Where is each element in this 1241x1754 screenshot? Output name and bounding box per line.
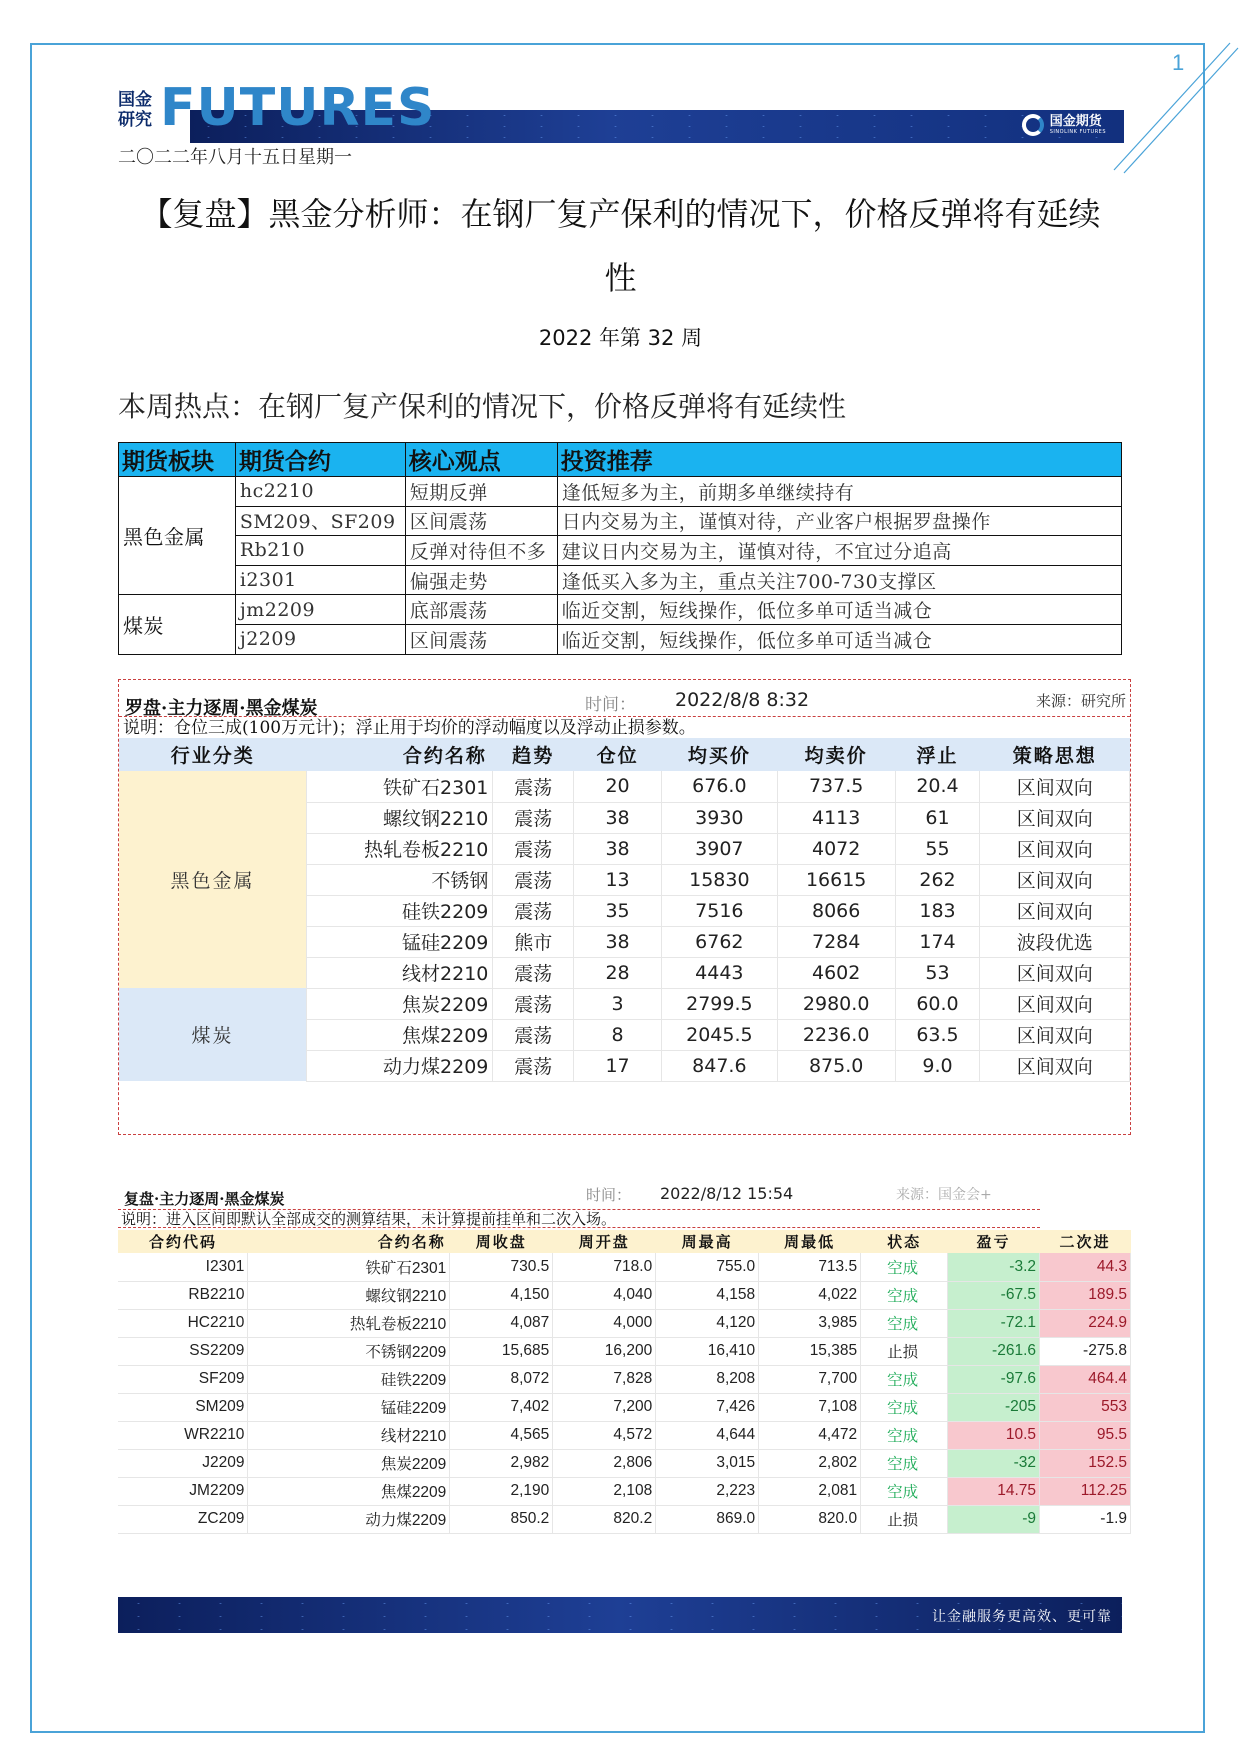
compass-sector-cell: 煤炭 <box>119 988 306 1081</box>
review-close-cell: 15,685 <box>450 1337 553 1365</box>
review-pnl-cell: 14.75 <box>948 1477 1040 1505</box>
review-pnl-cell: -261.6 <box>948 1337 1040 1365</box>
summary-row <box>119 595 1122 625</box>
review-low-cell: 7,700 <box>759 1365 861 1393</box>
brand-research-label <box>118 90 160 130</box>
review-low-cell: 820.0 <box>759 1505 861 1533</box>
compass-name-cell: 不锈钢 <box>306 864 493 895</box>
compass-float-stop-cell: 183 <box>895 895 980 926</box>
document-title-line2: 性 <box>604 259 637 297</box>
compass-row <box>119 771 1130 802</box>
review-row <box>118 1393 1131 1421</box>
review-low-cell: 4,472 <box>759 1421 861 1449</box>
company-logo <box>1022 114 1106 136</box>
review-header-low: 周最低 <box>759 1230 861 1253</box>
review-high-cell: 16,410 <box>656 1337 759 1365</box>
summary-recommendation-cell: 临近交割，短线操作，低位多单可适当减仓 <box>557 624 1121 654</box>
compass-name-cell: 焦煤2209 <box>306 1019 493 1050</box>
compass-avg-sell-cell: 2980.0 <box>777 988 895 1019</box>
review-pnl-cell: -72.1 <box>948 1309 1040 1337</box>
summary-table <box>118 442 1122 655</box>
review-source: 来源：国金会+ <box>896 1187 992 1203</box>
compass-header-strategy: 策略思想 <box>980 738 1130 771</box>
compass-avg-sell-cell: 4602 <box>777 957 895 988</box>
summary-row <box>119 536 1122 566</box>
review-high-cell: 4,158 <box>656 1281 759 1309</box>
compass-strategy-cell: 区间双向 <box>980 864 1130 895</box>
review-row <box>118 1309 1131 1337</box>
review-status-cell: 空成 <box>861 1421 948 1449</box>
review-header-high: 周最高 <box>656 1230 759 1253</box>
compass-avg-buy-cell: 3907 <box>661 833 777 864</box>
compass-float-stop-cell: 61 <box>895 802 980 833</box>
compass-strategy-cell: 区间双向 <box>980 1019 1130 1050</box>
review-low-cell: 7,108 <box>759 1393 861 1421</box>
compass-name-cell: 螺纹钢2210 <box>306 802 493 833</box>
compass-trend-cell: 震荡 <box>493 1019 574 1050</box>
review-status-cell: 空成 <box>861 1309 948 1337</box>
review-status-cell: 空成 <box>861 1281 948 1309</box>
review-code-cell: JM2209 <box>118 1477 248 1505</box>
compass-position-cell: 35 <box>574 895 662 926</box>
review-header-pnl: 盈亏 <box>948 1230 1040 1253</box>
compass-table-header <box>119 738 1130 771</box>
brand-cn-line2: 研究 <box>118 110 152 130</box>
compass-avg-sell-cell: 4072 <box>777 833 895 864</box>
compass-strategy-cell: 区间双向 <box>980 833 1130 864</box>
review-note: 说明：进入区间即默认全部成交的测算结果，未计算提前挂单和二次入场。 <box>118 1209 1040 1228</box>
review-high-cell: 869.0 <box>656 1505 759 1533</box>
review-second-entry-cell: 464.4 <box>1040 1365 1131 1393</box>
summary-header-view: 核心观点 <box>405 443 557 477</box>
summary-sector-cell: 黑色金属 <box>119 477 236 595</box>
review-row <box>118 1281 1131 1309</box>
compass-row <box>119 988 1130 1019</box>
summary-recommendation-cell: 逢低短多为主，前期多单继续持有 <box>557 477 1121 507</box>
summary-view-cell: 反弹对待但不多 <box>405 536 557 566</box>
company-logo-subtext: SINOLINK FUTURES <box>1049 129 1106 135</box>
review-name-cell: 焦炭2209 <box>248 1449 450 1477</box>
compass-note: 说明：仓位三成(100万元计)；浮止用于均价的浮动幅度以及浮动止损参数。 <box>119 716 1130 738</box>
review-header-code: 合约代码 <box>118 1230 248 1253</box>
review-status-cell: 空成 <box>861 1365 948 1393</box>
compass-avg-buy-cell: 7516 <box>661 895 777 926</box>
summary-table-header <box>119 443 1122 477</box>
summary-recommendation-cell: 建议日内交易为主，谨慎对待，不宜过分追高 <box>557 536 1121 566</box>
review-pnl-cell: -97.6 <box>948 1365 1040 1393</box>
brand-futures-wordmark: FUTURES <box>160 78 436 138</box>
compass-table <box>119 738 1130 1082</box>
review-close-cell: 730.5 <box>450 1253 553 1281</box>
review-status-cell: 空成 <box>861 1477 948 1505</box>
compass-position-cell: 38 <box>574 926 662 957</box>
compass-avg-buy-cell: 6762 <box>661 926 777 957</box>
review-pnl-cell: -9 <box>948 1505 1040 1533</box>
review-close-cell: 2,190 <box>450 1477 553 1505</box>
compass-name-cell: 铁矿石2301 <box>306 771 493 802</box>
review-close-cell: 850.2 <box>450 1505 553 1533</box>
summary-header-sector: 期货板块 <box>119 443 236 477</box>
summary-recommendation-cell: 临近交割，短线操作，低位多单可适当减仓 <box>557 595 1121 625</box>
review-high-cell: 8,208 <box>656 1365 759 1393</box>
compass-trend-cell: 震荡 <box>493 771 574 802</box>
summary-sector-cell: 煤炭 <box>119 595 236 654</box>
review-code-cell: I2301 <box>118 1253 248 1281</box>
review-name-cell: 线材2210 <box>248 1421 450 1449</box>
compass-trend-cell: 震荡 <box>493 802 574 833</box>
review-open-cell: 2,806 <box>553 1449 656 1477</box>
review-second-entry-cell: 95.5 <box>1040 1421 1131 1449</box>
compass-name-cell: 线材2210 <box>306 957 493 988</box>
review-status-cell: 空成 <box>861 1253 948 1281</box>
review-code-cell: ZC209 <box>118 1505 248 1533</box>
review-name-cell: 热轧卷板2210 <box>248 1309 450 1337</box>
compass-header-name: 合约名称 <box>306 738 493 771</box>
compass-float-stop-cell: 9.0 <box>895 1050 980 1081</box>
review-code-cell: RB2210 <box>118 1281 248 1309</box>
review-name-cell: 焦煤2209 <box>248 1477 450 1505</box>
review-open-cell: 4,000 <box>553 1309 656 1337</box>
compass-position-cell: 28 <box>574 957 662 988</box>
review-pnl-cell: -205 <box>948 1393 1040 1421</box>
review-code-cell: SM209 <box>118 1393 248 1421</box>
footer-slogan: 让金融服务更高效、更可靠 <box>932 1609 1112 1625</box>
compass-avg-buy-cell: 847.6 <box>661 1050 777 1081</box>
summary-contract-cell: j2209 <box>235 624 405 654</box>
compass-avg-sell-cell: 7284 <box>777 926 895 957</box>
compass-float-stop-cell: 174 <box>895 926 980 957</box>
compass-table-panel <box>118 679 1131 1135</box>
compass-trend-cell: 震荡 <box>493 833 574 864</box>
review-table-header <box>118 1230 1131 1253</box>
review-pnl-cell: 10.5 <box>948 1421 1040 1449</box>
review-code-cell: HC2210 <box>118 1309 248 1337</box>
review-close-cell: 4,150 <box>450 1281 553 1309</box>
review-status-cell: 空成 <box>861 1449 948 1477</box>
corner-decoration-lines <box>1110 40 1241 175</box>
review-row <box>118 1505 1131 1533</box>
review-open-cell: 16,200 <box>553 1337 656 1365</box>
compass-name-cell: 硅铁2209 <box>306 895 493 926</box>
compass-header-sector: 行业分类 <box>119 738 306 771</box>
compass-float-stop-cell: 20.4 <box>895 771 980 802</box>
report-date: 二〇二二年八月十五日星期一 <box>118 147 352 168</box>
compass-avg-buy-cell: 3930 <box>661 802 777 833</box>
compass-trend-cell: 熊市 <box>493 926 574 957</box>
review-name-cell: 锰硅2209 <box>248 1393 450 1421</box>
summary-row <box>119 506 1122 536</box>
compass-avg-sell-cell: 2236.0 <box>777 1019 895 1050</box>
review-pnl-cell: -67.5 <box>948 1281 1040 1309</box>
review-row <box>118 1337 1131 1365</box>
review-close-cell: 4,087 <box>450 1309 553 1337</box>
compass-float-stop-cell: 55 <box>895 833 980 864</box>
review-row <box>118 1365 1131 1393</box>
review-status-cell: 空成 <box>861 1393 948 1421</box>
page-number: 1 <box>1172 50 1185 75</box>
compass-strategy-cell: 区间双向 <box>980 771 1130 802</box>
compass-strategy-cell: 波段优选 <box>980 926 1130 957</box>
summary-row <box>119 624 1122 654</box>
review-close-cell: 7,402 <box>450 1393 553 1421</box>
review-table-panel <box>118 1177 1131 1562</box>
review-code-cell: WR2210 <box>118 1421 248 1449</box>
compass-source: 来源：研究所 <box>1035 692 1126 710</box>
review-row <box>118 1477 1131 1505</box>
compass-avg-sell-cell: 737.5 <box>777 771 895 802</box>
summary-contract-cell: jm2209 <box>235 595 405 625</box>
compass-header-float-stop: 浮止 <box>895 738 980 771</box>
compass-avg-buy-cell: 2799.5 <box>661 988 777 1019</box>
review-close-cell: 4,565 <box>450 1421 553 1449</box>
compass-strategy-cell: 区间双向 <box>980 957 1130 988</box>
review-pnl-cell: -32 <box>948 1449 1040 1477</box>
compass-name-cell: 动力煤2209 <box>306 1050 493 1081</box>
compass-avg-sell-cell: 8066 <box>777 895 895 926</box>
review-second-entry-cell: 152.5 <box>1040 1449 1131 1477</box>
summary-contract-cell: hc2210 <box>235 477 405 507</box>
summary-view-cell: 底部震荡 <box>405 595 557 625</box>
review-low-cell: 2,802 <box>759 1449 861 1477</box>
compass-strategy-cell: 区间双向 <box>980 1050 1130 1081</box>
compass-position-cell: 17 <box>574 1050 662 1081</box>
compass-header-trend: 趋势 <box>493 738 574 771</box>
review-low-cell: 2,081 <box>759 1477 861 1505</box>
summary-header-contract: 期货合约 <box>235 443 405 477</box>
compass-time-label: 时间： <box>585 695 636 715</box>
review-second-entry-cell: 224.9 <box>1040 1309 1131 1337</box>
company-logo-text: 国金期货 <box>1049 114 1102 129</box>
compass-name-cell: 锰硅2209 <box>306 926 493 957</box>
review-open-cell: 2,108 <box>553 1477 656 1505</box>
compass-position-cell: 38 <box>574 833 662 864</box>
review-open-cell: 7,828 <box>553 1365 656 1393</box>
compass-avg-sell-cell: 4113 <box>777 802 895 833</box>
compass-avg-buy-cell: 676.0 <box>661 771 777 802</box>
review-second-entry-cell: 44.3 <box>1040 1253 1131 1281</box>
review-high-cell: 755.0 <box>656 1253 759 1281</box>
compass-trend-cell: 震荡 <box>493 864 574 895</box>
summary-view-cell: 偏强走势 <box>405 565 557 595</box>
compass-trend-cell: 震荡 <box>493 988 574 1019</box>
review-high-cell: 3,015 <box>656 1449 759 1477</box>
review-open-cell: 820.2 <box>553 1505 656 1533</box>
summary-contract-cell: i2301 <box>235 565 405 595</box>
document-title <box>110 182 1131 310</box>
review-status-cell: 止损 <box>861 1505 948 1533</box>
compass-avg-buy-cell: 4443 <box>661 957 777 988</box>
review-second-entry-cell: -1.9 <box>1040 1505 1131 1533</box>
review-second-entry-cell: 112.25 <box>1040 1477 1131 1505</box>
compass-float-stop-cell: 262 <box>895 864 980 895</box>
compass-avg-buy-cell: 15830 <box>661 864 777 895</box>
review-code-cell: SF209 <box>118 1365 248 1393</box>
week-label: 2022 年第 32 周 <box>538 326 703 350</box>
summary-header-recommendation: 投资推荐 <box>557 443 1121 477</box>
compass-table-title: 罗盘·主力逐周·黑金煤炭 <box>125 698 318 719</box>
compass-strategy-cell: 区间双向 <box>980 988 1130 1019</box>
review-second-entry-cell: -275.8 <box>1040 1337 1131 1365</box>
review-high-cell: 4,644 <box>656 1421 759 1449</box>
summary-contract-cell: Rb210 <box>235 536 405 566</box>
compass-name-cell: 焦炭2209 <box>306 988 493 1019</box>
review-header-second-entry: 二次进 <box>1040 1230 1131 1253</box>
review-time: 2022/8/12 15:54 <box>660 1184 794 1203</box>
review-header-close: 周收盘 <box>450 1230 553 1253</box>
summary-recommendation-cell: 逢低买入多为主，重点关注700-730支撑区 <box>557 565 1121 595</box>
compass-trend-cell: 震荡 <box>493 1050 574 1081</box>
summary-row <box>119 477 1122 507</box>
summary-row <box>119 565 1122 595</box>
compass-name-cell: 热轧卷板2210 <box>306 833 493 864</box>
review-name-cell: 螺纹钢2210 <box>248 1281 450 1309</box>
compass-trend-cell: 震荡 <box>493 957 574 988</box>
summary-recommendation-cell: 日内交易为主，谨慎对待，产业客户根据罗盘操作 <box>557 506 1121 536</box>
document-title-line1: 【复盘】黑金分析师：在钢厂复产保利的情况下，价格反弹将有延续 <box>140 195 1101 233</box>
review-code-cell: J2209 <box>118 1449 248 1477</box>
compass-position-cell: 3 <box>574 988 662 1019</box>
company-logo-icon <box>1022 114 1044 136</box>
compass-header-avg-sell: 均卖价 <box>777 738 895 771</box>
review-code-cell: SS2209 <box>118 1337 248 1365</box>
review-open-cell: 7,200 <box>553 1393 656 1421</box>
footer-banner <box>118 1597 1122 1633</box>
compass-table-header-bar <box>119 680 1130 719</box>
review-header-status: 状态 <box>861 1230 948 1253</box>
brand-cn-line1: 国金 <box>118 90 152 110</box>
review-row <box>118 1449 1131 1477</box>
review-header-name: 合约名称 <box>248 1230 450 1253</box>
compass-strategy-cell: 区间双向 <box>980 895 1130 926</box>
review-high-cell: 2,223 <box>656 1477 759 1505</box>
compass-float-stop-cell: 60.0 <box>895 988 980 1019</box>
summary-view-cell: 区间震荡 <box>405 624 557 654</box>
review-name-cell: 铁矿石2301 <box>248 1253 450 1281</box>
compass-strategy-cell: 区间双向 <box>980 802 1130 833</box>
compass-sector-cell: 黑色金属 <box>119 771 306 988</box>
review-table <box>118 1230 1131 1534</box>
review-high-cell: 7,426 <box>656 1393 759 1421</box>
compass-float-stop-cell: 53 <box>895 957 980 988</box>
weekly-hotspot: 本周热点：在钢厂复产保利的情况下，价格反弹将有延续性 <box>118 390 847 423</box>
compass-position-cell: 20 <box>574 771 662 802</box>
review-low-cell: 4,022 <box>759 1281 861 1309</box>
review-close-cell: 8,072 <box>450 1365 553 1393</box>
review-low-cell: 3,985 <box>759 1309 861 1337</box>
compass-time: 2022/8/8 8:32 <box>675 689 810 711</box>
compass-position-cell: 38 <box>574 802 662 833</box>
review-header-open: 周开盘 <box>553 1230 656 1253</box>
summary-view-cell: 短期反弹 <box>405 477 557 507</box>
review-high-cell: 4,120 <box>656 1309 759 1337</box>
review-time-label: 时间： <box>586 1186 632 1204</box>
review-open-cell: 4,040 <box>553 1281 656 1309</box>
review-table-title: 复盘·主力逐周·黑金煤炭 <box>124 1190 285 1208</box>
compass-float-stop-cell: 63.5 <box>895 1019 980 1050</box>
compass-position-cell: 13 <box>574 864 662 895</box>
review-row <box>118 1253 1131 1281</box>
review-close-cell: 2,982 <box>450 1449 553 1477</box>
review-open-cell: 4,572 <box>553 1421 656 1449</box>
compass-avg-sell-cell: 16615 <box>777 864 895 895</box>
review-name-cell: 不锈钢2209 <box>248 1337 450 1365</box>
review-open-cell: 718.0 <box>553 1253 656 1281</box>
compass-header-avg-buy: 均买价 <box>661 738 777 771</box>
compass-position-cell: 8 <box>574 1019 662 1050</box>
summary-view-cell: 区间震荡 <box>405 506 557 536</box>
review-row <box>118 1421 1131 1449</box>
summary-contract-cell: SM209、SF209 <box>235 506 405 536</box>
review-name-cell: 动力煤2209 <box>248 1505 450 1533</box>
review-low-cell: 15,385 <box>759 1337 861 1365</box>
compass-header-position: 仓位 <box>574 738 662 771</box>
review-second-entry-cell: 553 <box>1040 1393 1131 1421</box>
compass-avg-sell-cell: 875.0 <box>777 1050 895 1081</box>
review-second-entry-cell: 189.5 <box>1040 1281 1131 1309</box>
compass-trend-cell: 震荡 <box>493 895 574 926</box>
review-low-cell: 713.5 <box>759 1253 861 1281</box>
review-status-cell: 止损 <box>861 1337 948 1365</box>
compass-avg-buy-cell: 2045.5 <box>661 1019 777 1050</box>
review-name-cell: 硅铁2209 <box>248 1365 450 1393</box>
review-pnl-cell: -3.2 <box>948 1253 1040 1281</box>
